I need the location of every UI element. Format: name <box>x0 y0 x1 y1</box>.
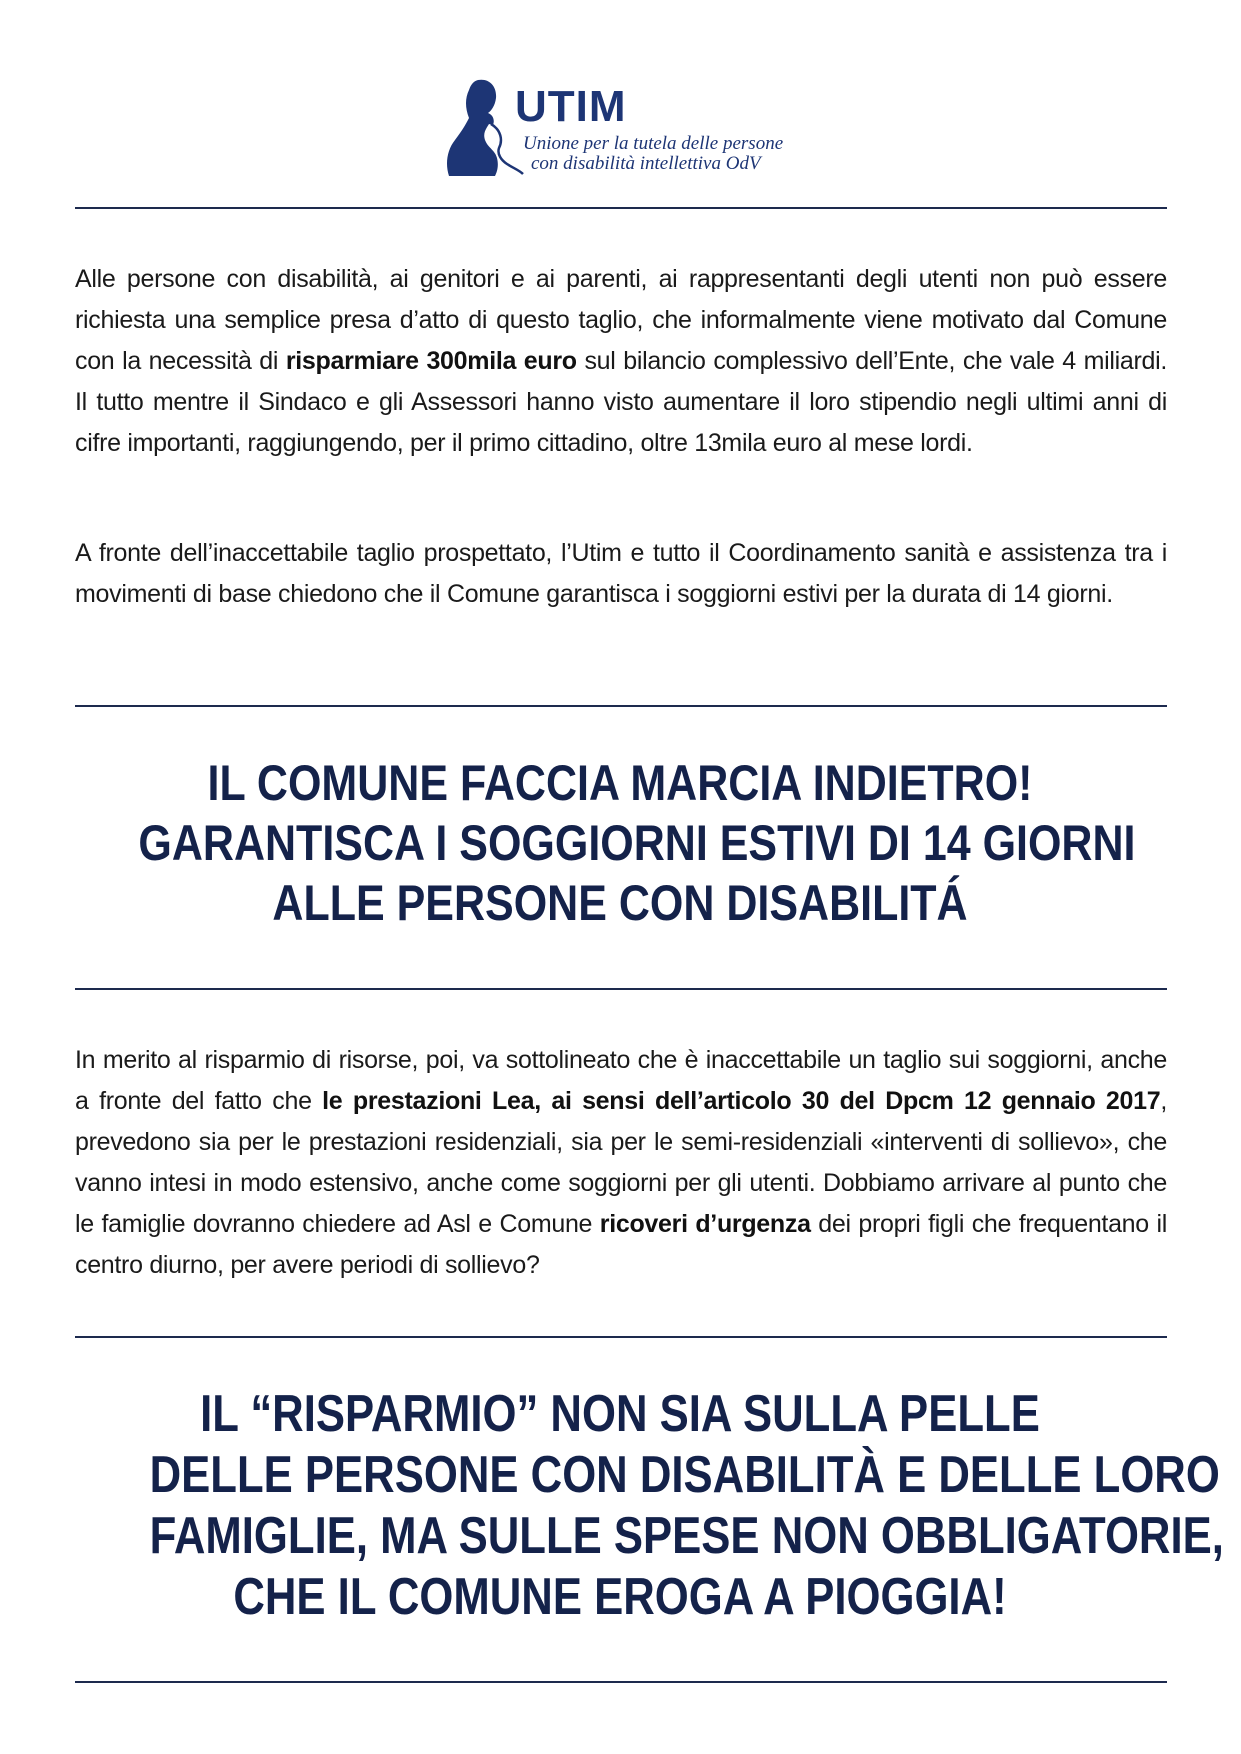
headline-line: GARANTISCA I SOGGIORNI ESTIVI DI 14 GIORNI <box>138 815 1136 871</box>
utim-logo <box>445 78 805 178</box>
person-silhouette-icon <box>445 78 525 178</box>
headline-line: IL “RISPARMIO” NON SIA SULLA PELLE <box>200 1385 1040 1443</box>
logo-subtitle <box>523 134 783 174</box>
divider <box>75 988 1167 990</box>
bold-lea: le prestazioni Lea, ai sensi dell’articolo 30 del Dpcm 12 gennaio 2017 <box>322 1087 1161 1115</box>
headline-line: CHE IL COMUNE EROGA A PIOGGIA! <box>233 1568 1007 1626</box>
headline-marcia-indietro <box>138 753 1136 933</box>
paragraph-text: In merito al risparmio di risorse, poi, va sottolineato che è inaccettabile un taglio sui soggiorni, anche a fronte del fatto che <box>75 1046 1167 1115</box>
divider <box>75 1336 1167 1338</box>
paragraph-lea <box>75 1040 1167 1286</box>
paragraph-text: dei propri figli che frequentano il centro diurno, per avere periodi di sollievo? <box>75 1210 1168 1279</box>
divider <box>75 705 1167 707</box>
bold-ricoveri: ricoveri d’urgenza <box>599 1210 811 1238</box>
bold-savings: risparmiare 300mila euro <box>285 347 577 375</box>
headline-line: DELLE PERSONE CON DISABILITÀ E DELLE LORO <box>149 1446 1220 1504</box>
headline-risparmio <box>149 1384 1224 1628</box>
logo-subtitle-line1: Unione per la tutela delle persone <box>523 133 784 154</box>
paragraph-text: sul bilancio complessivo dell’Ente, che vale 4 miliardi. Il tutto mentre il Sindaco e gli Assessori hanno visto aumentare il loro stipendio negli ultimi anni di cifre importanti, raggiungendo, per il primo cittadino, oltre 13mila euro al mese lordi. <box>75 347 1168 457</box>
headline-line: FAMIGLIE, MA SULLE SPESE NON OBBLIGATORIE, <box>149 1507 1224 1565</box>
divider <box>75 207 1167 209</box>
paragraph-text: , prevedono sia per le prestazioni residenziali, sia per le semi-residenziali «interventi di sollievo», che vanno intesi in modo estensivo, anche come soggiorni per gli utenti. Dobbiamo arrivare al punto che le famiglie dovranno chiedere ad Asl e Comune <box>75 1087 1167 1238</box>
paragraph-request: A fronte dell’inaccettabile taglio prospettato, l’Utim e tutto il Coordinamento sanità e assistenza tra i movimenti di base chiedono che il Comune garantisca i soggiorni estivi per la durata di 14 giorni. <box>75 539 1167 608</box>
divider <box>75 1681 1167 1683</box>
paragraph-text: Alle persone con disabilità, ai genitori e ai parenti, ai rappresentanti degli utenti non può essere richiesta una semplice presa d’atto di questo taglio, che informalmente viene motivato dal Comune con la necessità di <box>75 265 1167 375</box>
logo-title: UTIM <box>515 82 627 131</box>
headline-line: IL COMUNE FACCIA MARCIA INDIETRO! <box>207 755 1033 811</box>
paragraph-intro <box>75 259 1167 464</box>
logo-subtitle-line2: con disabilità intellettiva OdV <box>531 153 761 174</box>
headline-line: ALLE PERSONE CON DISABILITÁ <box>272 875 968 931</box>
